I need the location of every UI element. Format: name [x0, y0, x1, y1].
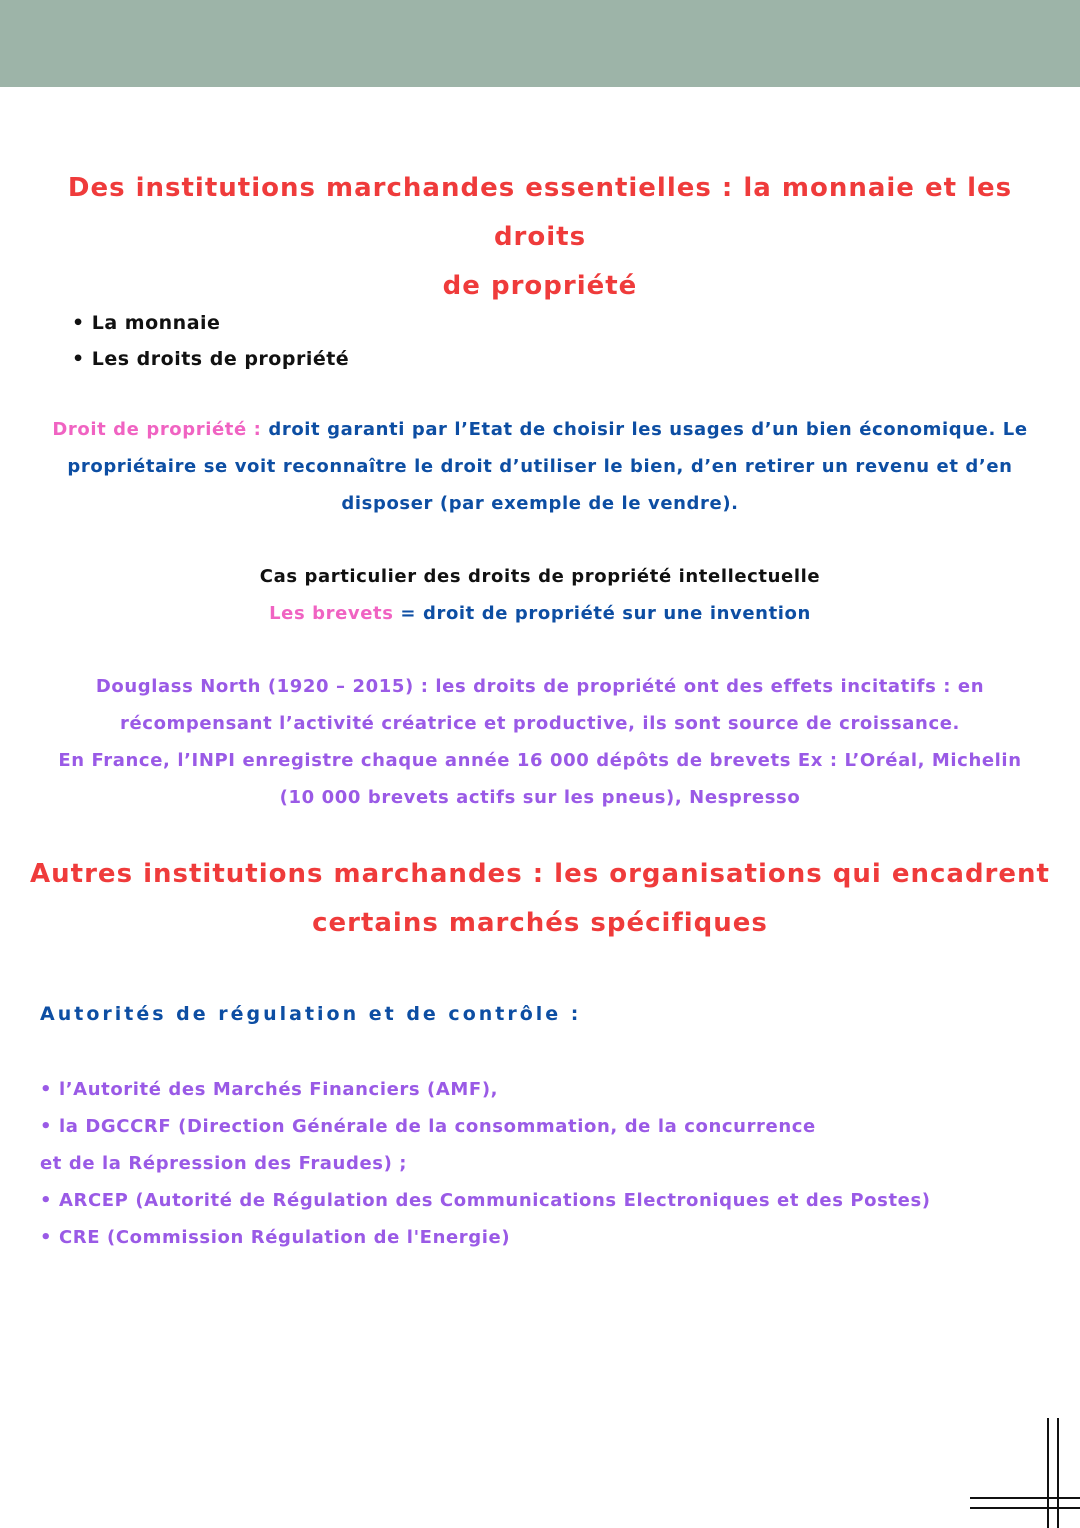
authority-cre: • CRE (Commission Régulation de l'Energie): [40, 1227, 511, 1248]
section-title-1-line2: de propriété: [442, 271, 638, 301]
bullet-droits: • Les droits de propriété: [72, 348, 350, 370]
north-line3: En France, l’INPI enregistre chaque année 16 000 dépôts de brevets Ex : L’Oréal, Michelin: [58, 750, 1022, 771]
definition-text-line2: propriétaire se voit reconnaître le droit d’utiliser le bien, d’en retirer un revenu et d’en: [67, 456, 1013, 477]
section-title-2: [30, 850, 1050, 948]
section-title-1: [30, 164, 1050, 311]
definition-text-line3: disposer (par exemple de le vendre).: [341, 493, 739, 514]
north-line2: récompensant l’activité créatrice et productive, ils sont source de croissance.: [120, 713, 960, 734]
authority-amf: • l’Autorité des Marchés Financiers (AMF),: [40, 1079, 499, 1100]
bullet-monnaie: • La monnaie: [72, 312, 221, 334]
section-title-1-line1: Des institutions marchandes essentielles : la monnaie et les droits: [67, 173, 1013, 252]
brevets-term: Les brevets: [269, 603, 394, 624]
authorities-title: Autorités de régulation et de contrôle :: [40, 1003, 582, 1025]
bullet-list: [72, 305, 349, 377]
definition-term: Droit de propriété :: [52, 419, 262, 440]
authority-dgccrf: • la DGCCRF (Direction Générale de la consommation, de la concurrence: [40, 1116, 816, 1137]
special-case-block: [30, 558, 1050, 632]
north-paragraph: [30, 668, 1050, 816]
north-line4: (10 000 brevets actifs sur les pneus), Nespresso: [279, 787, 801, 808]
authority-arcep: • ARCEP (Autorité de Régulation des Communications Electroniques et des Postes): [40, 1190, 931, 1211]
section-title-2-line2: certains marchés spécifiques: [312, 908, 768, 938]
corner-lines-decoration: [970, 1415, 1080, 1528]
authority-dgccrf-cont: et de la Répression des Fraudes) ;: [40, 1153, 408, 1174]
brevets-definition: = droit de propriété sur une invention: [393, 603, 811, 624]
definition-text-line1: droit garanti par l’Etat de choisir les usages d’un bien économique. Le: [261, 419, 1028, 440]
special-case-title: Cas particulier des droits de propriété intellectuelle: [259, 566, 821, 587]
section-title-2-line1: Autres institutions marchandes : les organisations qui encadrent: [30, 859, 1050, 889]
definition-paragraph: [30, 411, 1050, 522]
north-line1: Douglass North (1920 – 2015) : les droits de propriété ont des effets incitatifs : en: [95, 676, 985, 697]
header-band: [0, 0, 1080, 87]
authorities-list: [40, 1071, 1040, 1256]
